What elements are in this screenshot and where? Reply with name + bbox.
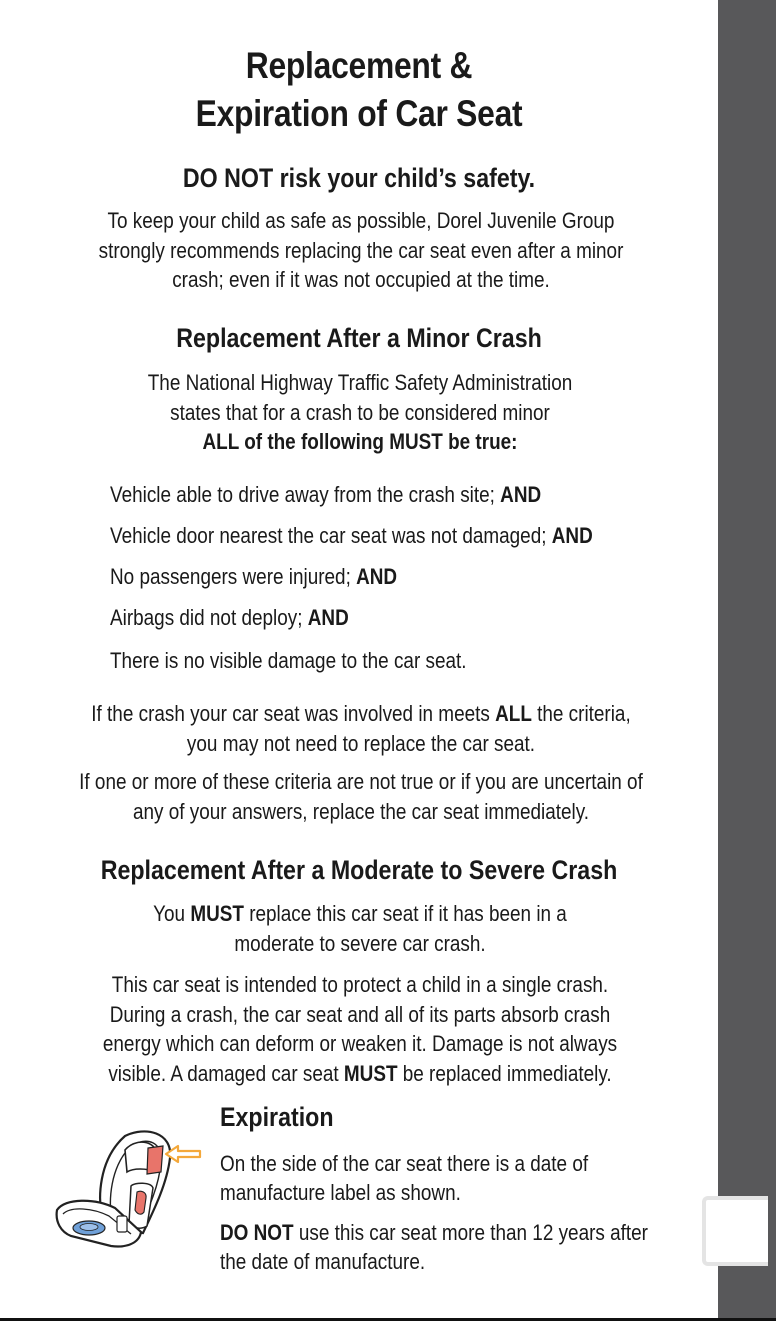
criteria-item (110, 603, 349, 632)
minor-crash-intro-text: The National Highway Traffic Safety Administration states that for a crash to be considered minor (147, 370, 573, 425)
criteria-item-text: No passengers were injured; (110, 564, 357, 589)
criteria-item (110, 521, 593, 550)
minor-crash-intro-bold: ALL of the following MUST be true: (202, 429, 518, 454)
severe-crash-must-text: You (153, 901, 191, 926)
page-side-tab-bar (718, 0, 776, 1318)
uncertain-note: If one or more of these criteria are not true or if you are uncertain of any of your answers, replace the car seat immediately. (79, 769, 643, 824)
expiration-label-text: On the side of the car seat there is a date of manufacture label as shown. (220, 1151, 589, 1205)
bottom-rule (0, 1318, 776, 1321)
minor-crash-heading: Replacement After a Minor Crash (176, 323, 542, 353)
page-title (50, 42, 667, 138)
criteria-item (110, 562, 397, 591)
criteria-item-and: AND (356, 564, 398, 589)
expiration-heading: Expiration (220, 1102, 334, 1132)
severe-crash-body-text-end: be replaced immediately. (397, 1060, 612, 1086)
severe-crash-must (145, 899, 575, 958)
page-title-line-2: Expiration of Car Seat (195, 93, 523, 134)
severe-crash-body-bold: MUST (343, 1060, 398, 1086)
criteria-met-text-end: the criteria, you may not need to replace the car seat. (186, 701, 631, 756)
criteria-item (110, 480, 541, 509)
severe-crash-must-bold: MUST (190, 901, 244, 926)
criteria-met-note (85, 699, 637, 758)
warning-heading: DO NOT risk your child’s safety. (182, 163, 536, 193)
expiration-limit-text: use this car seat more than 12 years after the date of manufacture. (220, 1220, 648, 1274)
criteria-item-and: AND (307, 605, 349, 630)
page-title-line-1: Replacement & (245, 45, 473, 86)
severe-crash-body-text: This car seat is intended to protect a child in a single crash. During a crash, the car seat and all of its parts absorb crash energy which can deform or weaken it. Damage is not always visible. A damaged car seat (102, 972, 618, 1086)
criteria-met-bold: ALL (495, 701, 532, 726)
expiration-limit (220, 1218, 667, 1276)
arrow-icon (164, 1144, 202, 1164)
severe-crash-heading: Replacement After a Moderate to Severe Crash (100, 855, 618, 885)
minor-crash-intro (132, 368, 588, 457)
criteria-item-text: There is no visible damage to the car seat. (110, 648, 467, 673)
severe-crash-must-text-end: replace this car seat if it has been in a moderate to severe car crash. (234, 901, 567, 956)
severe-crash-body (89, 970, 631, 1088)
criteria-item-and: AND (500, 482, 542, 507)
criteria-item-text: Vehicle able to drive away from the crash site; (110, 482, 501, 507)
criteria-item (110, 646, 467, 675)
criteria-met-text: If the crash your car seat was involved in meets (91, 701, 496, 726)
page-tab-marker (702, 1196, 768, 1266)
criteria-item-text: Airbags did not deploy; (110, 605, 308, 630)
warning-body: To keep your child as safe as possible, Dorel Juvenile Group strongly recommends replacing the car seat even after a minor crash; even if it was not occupied at the time. (98, 208, 624, 292)
criteria-item-text: Vehicle door nearest the car seat was not damaged; (110, 523, 552, 548)
expiration-limit-bold: DO NOT (220, 1220, 294, 1245)
criteria-item-and: AND (551, 523, 593, 548)
